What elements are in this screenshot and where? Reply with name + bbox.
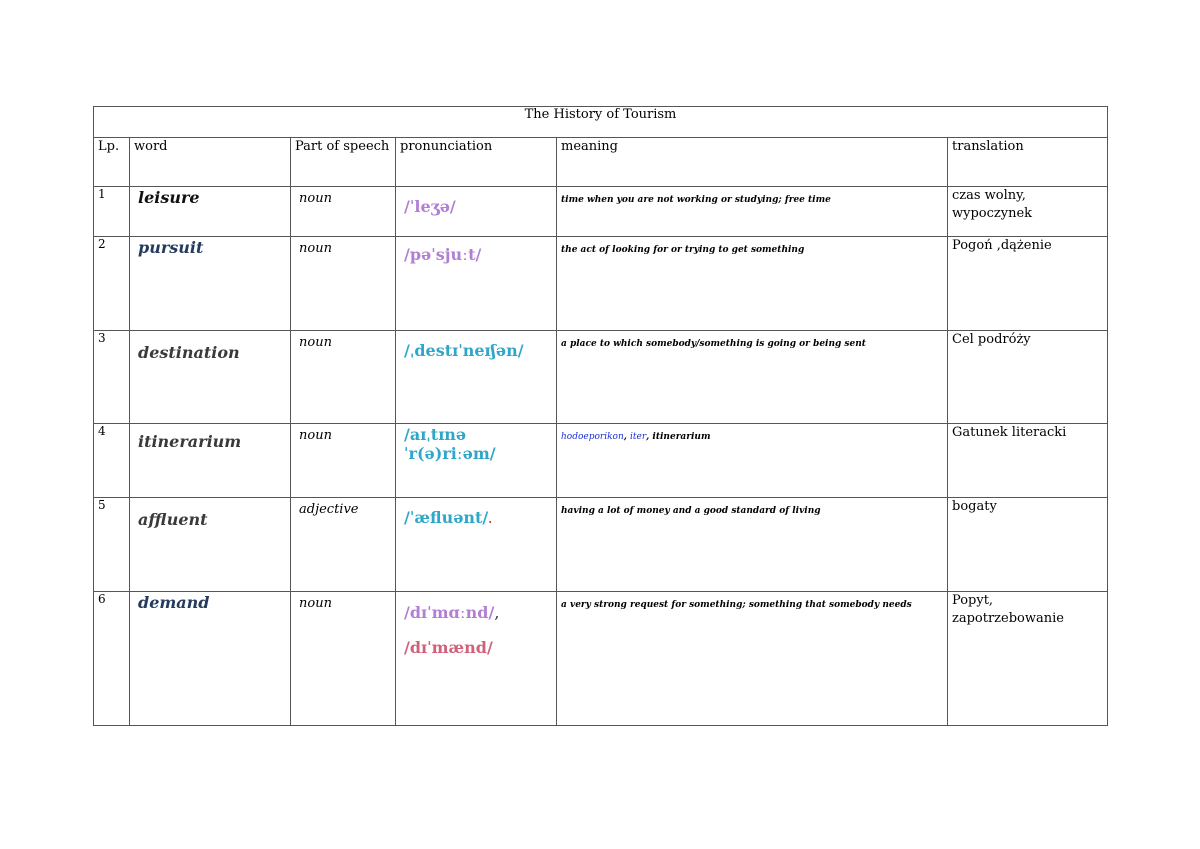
- word-text: leisure: [138, 188, 200, 207]
- pronunciation-text: /dɪˈmɑːnd/,: [404, 603, 500, 622]
- table-row: [94, 592, 1108, 726]
- word-text: itinerarium: [138, 432, 242, 451]
- translation-text: Pogoń ,dążenie: [948, 237, 1108, 331]
- pronunciation-alt-text: /dɪˈmænd/: [404, 638, 493, 657]
- meaning-text: a place to which somebody/something is going or being sent: [561, 339, 866, 349]
- table-row: [94, 331, 1108, 424]
- table-row: [94, 237, 1108, 331]
- translation-text: Popyt, zapotrzebowanie: [948, 592, 1108, 726]
- pronunciation-text: /aɪˌtɪnəˈr(ə)riːəm/: [404, 425, 496, 463]
- header-part-of-speech: Part of speech: [291, 138, 396, 187]
- word-text: demand: [138, 593, 210, 612]
- translation-text: bogaty: [948, 498, 1108, 592]
- word-text: affluent: [138, 510, 208, 529]
- meaning-text: time when you are not working or studying; free time: [561, 195, 831, 205]
- translation-text: czas wolny, wypoczynek: [948, 187, 1108, 237]
- row-number: 2: [94, 237, 130, 331]
- meaning-text: the act of looking for or trying to get something: [561, 245, 805, 255]
- part-of-speech-text: noun: [299, 335, 332, 350]
- meaning-link[interactable]: hodoeporikon: [561, 432, 624, 442]
- pronunciation-text: /ˈæfluənt/.: [404, 508, 493, 527]
- part-of-speech-text: noun: [299, 191, 332, 206]
- part-of-speech-text: noun: [299, 428, 332, 443]
- table-row: [94, 424, 1108, 498]
- row-number: 1: [94, 187, 130, 237]
- header-meaning: meaning: [557, 138, 948, 187]
- header-translation: translation: [948, 138, 1108, 187]
- vocabulary-table: [93, 106, 1108, 726]
- pronunciation-text: /ˌdestɪˈneɪʃən/: [404, 341, 524, 360]
- part-of-speech-text: adjective: [299, 502, 359, 517]
- part-of-speech-text: noun: [299, 241, 332, 256]
- pronunciation-text: /ˈleʒə/: [404, 197, 456, 216]
- word-text: destination: [138, 343, 240, 362]
- meaning-text: hodoeporikon, iter, itinerarium: [561, 432, 711, 442]
- translation-text: Cel podróży: [948, 331, 1108, 424]
- table-row: [94, 498, 1108, 592]
- part-of-speech-text: noun: [299, 596, 332, 611]
- row-number: 5: [94, 498, 130, 592]
- meaning-link[interactable]: iter: [630, 432, 647, 442]
- word-text: pursuit: [138, 238, 204, 257]
- table-row: [94, 187, 1108, 237]
- header-word: word: [130, 138, 291, 187]
- header-row: [94, 138, 1108, 187]
- pronunciation-text: /pəˈsjuːt/: [404, 245, 482, 264]
- header-pronunciation: pronunciation: [396, 138, 557, 187]
- header-lp: Lp.: [94, 138, 130, 187]
- row-number: 6: [94, 592, 130, 726]
- row-number: 3: [94, 331, 130, 424]
- table-title: The History of Tourism: [94, 107, 1108, 138]
- meaning-text: a very strong request for something; something that somebody needs: [561, 600, 912, 610]
- translation-text: Gatunek literacki: [948, 424, 1108, 498]
- meaning-text: having a lot of money and a good standard of living: [561, 506, 821, 516]
- row-number: 4: [94, 424, 130, 498]
